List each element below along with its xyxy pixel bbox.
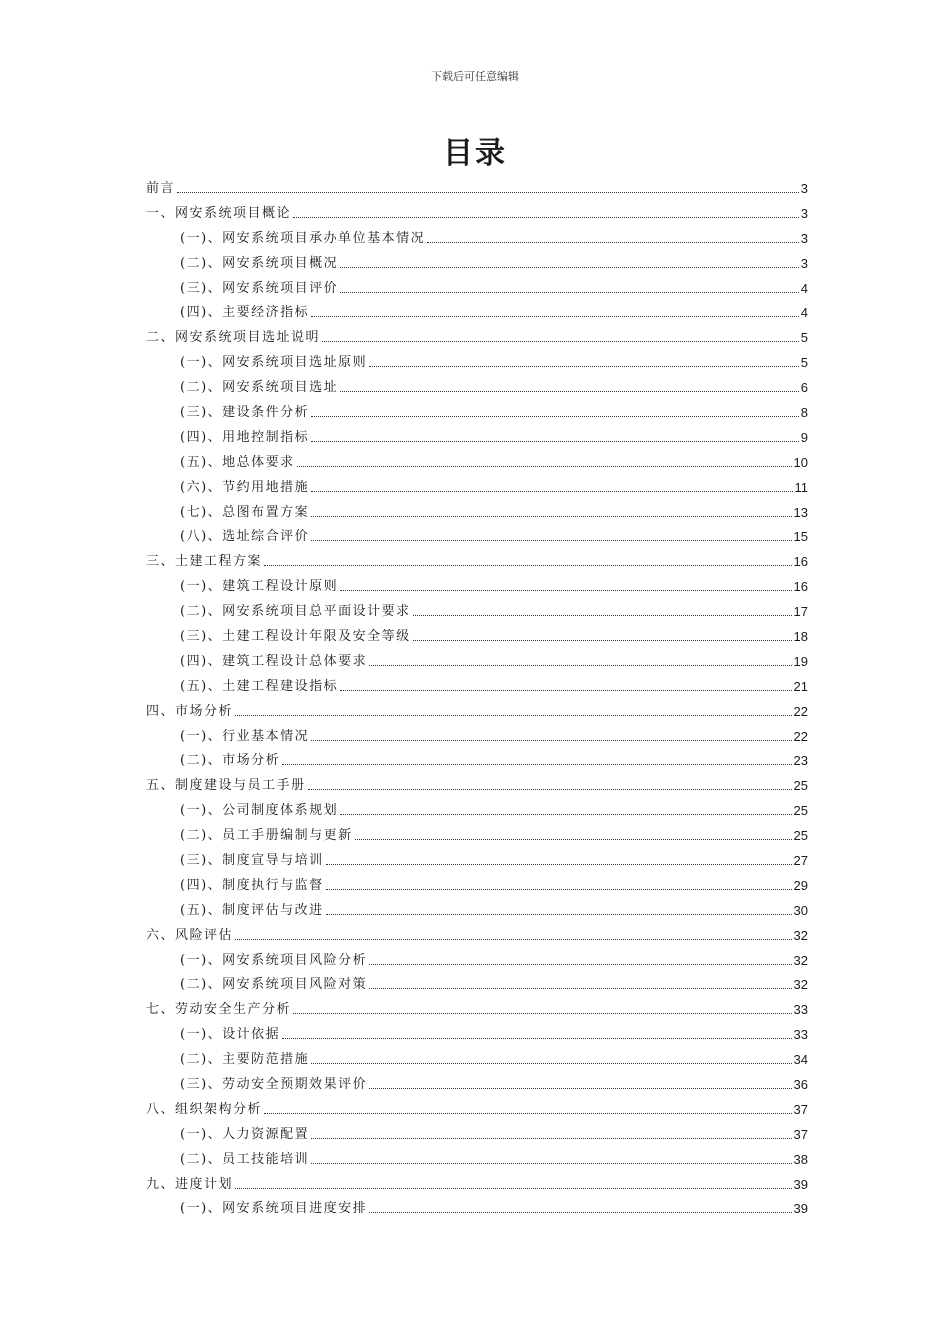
- toc-entry-label: (一)、网安系统项目风险分析: [180, 952, 368, 968]
- toc-entry-page-number: 8: [800, 404, 808, 420]
- toc-entry-label: 八、组织架构分析: [146, 1101, 263, 1117]
- toc-dot-leader: [322, 341, 799, 342]
- toc-entry-label: (六)、节约用地措施: [180, 479, 310, 495]
- toc-dot-leader: [369, 988, 791, 989]
- toc-entry-page-number: 3: [800, 230, 808, 246]
- toc-entry[interactable]: [146, 973, 808, 998]
- toc-dot-leader: [311, 1163, 791, 1164]
- toc-entry[interactable]: [146, 724, 808, 749]
- toc-entry-page-number: 16: [793, 579, 808, 595]
- toc-entry-label: (一)、网安系统项目进度安排: [180, 1201, 368, 1217]
- toc-dot-leader: [340, 590, 791, 591]
- toc-entry-page-number: 27: [793, 852, 808, 868]
- toc-entry-label: 三、土建工程方案: [146, 554, 263, 570]
- toc-entry-page-number: 9: [800, 429, 808, 445]
- toc-entry[interactable]: [146, 325, 808, 350]
- toc-entry[interactable]: [146, 226, 808, 251]
- toc-entry[interactable]: [146, 425, 808, 450]
- toc-entry-label: (二)、网安系统项目总平面设计要求: [180, 604, 411, 620]
- toc-entry[interactable]: [146, 549, 808, 574]
- toc-entry-label: (四)、制度执行与监督: [180, 877, 324, 893]
- toc-dot-leader: [427, 242, 799, 243]
- toc-entry-label: (二)、网安系统项目风险对策: [180, 977, 368, 993]
- toc-dot-leader: [369, 366, 799, 367]
- toc-dot-leader: [235, 939, 792, 940]
- toc-dot-leader: [235, 715, 792, 716]
- toc-entry[interactable]: [146, 997, 808, 1022]
- toc-entry[interactable]: [146, 574, 808, 599]
- toc-entry-label: (五)、制度评估与改进: [180, 902, 324, 918]
- toc-entry-label: 五、制度建设与员工手册: [146, 778, 306, 794]
- toc-entry-page-number: 5: [800, 355, 808, 371]
- toc-entry-page-number: 3: [800, 205, 808, 221]
- toc-entry[interactable]: [146, 350, 808, 375]
- toc-entry-page-number: 13: [793, 504, 808, 520]
- toc-entry-label: (三)、建设条件分析: [180, 404, 310, 420]
- toc-dot-leader: [311, 740, 791, 741]
- toc-dot-leader: [340, 292, 799, 293]
- toc-dot-leader: [326, 889, 792, 890]
- toc-entry-label: (三)、制度宣导与培训: [180, 852, 324, 868]
- toc-entry-label: 九、进度计划: [146, 1176, 234, 1192]
- toc-dot-leader: [177, 192, 799, 193]
- toc-dot-leader: [311, 416, 799, 417]
- toc-entry-page-number: 23: [793, 753, 808, 769]
- toc-entry[interactable]: [146, 1147, 808, 1172]
- toc-entry-page-number: 34: [793, 1052, 808, 1068]
- toc-dot-leader: [282, 764, 791, 765]
- toc-entry-page-number: 39: [793, 1201, 808, 1217]
- toc-entry[interactable]: [146, 251, 808, 276]
- toc-entry-page-number: 38: [793, 1151, 808, 1167]
- toc-entry[interactable]: [146, 873, 808, 898]
- toc-entry-label: 六、风险评估: [146, 927, 234, 943]
- toc-entry[interactable]: [146, 375, 808, 400]
- toc-entry[interactable]: [146, 624, 808, 649]
- toc-dot-leader: [369, 964, 791, 965]
- toc-entry-page-number: 36: [793, 1077, 808, 1092]
- toc-dot-leader: [293, 217, 799, 218]
- toc-entry-page-number: 3: [800, 255, 808, 271]
- toc-entry-label: (五)、土建工程建设指标: [180, 678, 339, 694]
- toc-dot-leader: [369, 1088, 791, 1089]
- toc-entry[interactable]: [146, 1122, 808, 1147]
- toc-entry-label: (二)、市场分析: [180, 753, 281, 769]
- toc-entry[interactable]: [146, 848, 808, 873]
- toc-entry-label: (八)、选址综合评价: [180, 529, 310, 545]
- toc-dot-leader: [235, 1188, 792, 1189]
- toc-entry-label: (一)、人力资源配置: [180, 1126, 310, 1142]
- toc-dot-leader: [282, 1038, 791, 1039]
- toc-entry-label: (四)、主要经济指标: [180, 305, 310, 321]
- toc-entry-label: (一)、网安系统项目选址原则: [180, 355, 368, 371]
- toc-entry-label: (四)、建筑工程设计总体要求: [180, 653, 368, 669]
- toc-entry-page-number: 32: [793, 952, 808, 968]
- toc-entry[interactable]: [146, 748, 808, 773]
- toc-entry-label: (一)、行业基本情况: [180, 728, 310, 744]
- toc-entry[interactable]: [146, 276, 808, 301]
- toc-entry-page-number: 33: [793, 1002, 808, 1018]
- toc-entry[interactable]: [146, 1197, 808, 1222]
- toc-dot-leader: [340, 267, 799, 268]
- toc-dot-leader: [340, 814, 791, 815]
- toc-entry-label: (二)、员工手册编制与更新: [180, 828, 353, 844]
- toc-entry[interactable]: [146, 699, 808, 724]
- toc-entry[interactable]: [146, 500, 808, 525]
- toc-entry-label: (二)、网安系统项目概况: [180, 255, 339, 271]
- toc-entry-page-number: 37: [793, 1101, 808, 1117]
- toc-dot-leader: [369, 1212, 791, 1213]
- toc-entry-page-number: 25: [793, 778, 808, 794]
- toc-entry[interactable]: [146, 300, 808, 325]
- toc-entry-page-number: 16: [793, 554, 808, 570]
- toc-entry-label: 前言: [146, 180, 176, 196]
- toc-entry[interactable]: [146, 1047, 808, 1072]
- toc-dot-leader: [308, 789, 792, 790]
- toc-entry-page-number: 5: [800, 330, 808, 346]
- toc-entry[interactable]: [146, 674, 808, 699]
- table-of-contents: [146, 176, 808, 1221]
- toc-dot-leader: [311, 1138, 791, 1139]
- toc-dot-leader: [264, 1113, 792, 1114]
- toc-entry-page-number: 30: [793, 902, 808, 918]
- toc-dot-leader: [340, 690, 791, 691]
- toc-entry[interactable]: [146, 1072, 808, 1097]
- toc-dot-leader: [326, 914, 792, 915]
- toc-entry[interactable]: [146, 176, 808, 201]
- toc-entry-page-number: 39: [793, 1176, 808, 1192]
- toc-dot-leader: [311, 316, 799, 317]
- toc-entry[interactable]: [146, 823, 808, 848]
- toc-entry[interactable]: [146, 475, 808, 500]
- toc-dot-leader: [297, 466, 792, 467]
- toc-entry-label: (七)、总图布置方案: [180, 504, 310, 520]
- toc-dot-leader: [326, 864, 792, 865]
- toc-entry-page-number: 29: [793, 877, 808, 893]
- toc-entry-page-number: 25: [793, 803, 808, 819]
- toc-entry[interactable]: [146, 773, 808, 798]
- toc-entry[interactable]: [146, 599, 808, 624]
- toc-dot-leader: [264, 565, 792, 566]
- toc-entry[interactable]: [146, 649, 808, 674]
- toc-dot-leader: [293, 1013, 792, 1014]
- toc-entry-page-number: 19: [793, 653, 808, 669]
- toc-entry-label: (一)、网安系统项目承办单位基本情况: [180, 230, 426, 246]
- toc-entry-label: 二、网安系统项目选址说明: [146, 330, 321, 346]
- toc-dot-leader: [311, 441, 799, 442]
- toc-entry-page-number: 17: [793, 604, 808, 620]
- toc-entry-page-number: 10: [793, 454, 808, 470]
- toc-entry[interactable]: [146, 1022, 808, 1047]
- toc-entry-page-number: 25: [793, 828, 808, 844]
- toc-entry-label: (一)、设计依据: [180, 1027, 281, 1043]
- toc-entry-page-number: 15: [793, 529, 808, 545]
- toc-entry-page-number: 22: [793, 728, 808, 744]
- toc-entry-page-number: 11: [794, 479, 808, 495]
- toc-entry-label: 四、市场分析: [146, 703, 234, 719]
- toc-dot-leader: [311, 540, 791, 541]
- toc-entry[interactable]: [146, 923, 808, 948]
- toc-entry-page-number: 32: [793, 927, 808, 943]
- toc-entry-label: (三)、网安系统项目评价: [180, 280, 339, 296]
- toc-entry-label: 七、劳动安全生产分析: [146, 1002, 292, 1018]
- toc-entry-page-number: 4: [800, 305, 808, 321]
- toc-entry-label: (四)、用地控制指标: [180, 429, 310, 445]
- header-note: 下载后可任意编辑: [431, 70, 519, 83]
- toc-entry[interactable]: [146, 948, 808, 973]
- toc-entry-label: (二)、员工技能培训: [180, 1151, 310, 1167]
- toc-dot-leader: [311, 1063, 791, 1064]
- toc-entry[interactable]: [146, 798, 808, 823]
- page-title: 目录: [443, 136, 507, 171]
- toc-entry-page-number: 37: [793, 1126, 808, 1142]
- toc-entry-page-number: 21: [793, 678, 808, 694]
- toc-entry-page-number: 18: [793, 628, 808, 644]
- toc-entry[interactable]: [146, 201, 808, 226]
- toc-entry-label: (二)、主要防范措施: [180, 1052, 310, 1068]
- toc-entry[interactable]: [146, 524, 808, 549]
- toc-entry[interactable]: [146, 450, 808, 475]
- toc-entry-label: (二)、网安系统项目选址: [180, 380, 339, 396]
- toc-entry-label: (五)、地总体要求: [180, 454, 295, 470]
- toc-entry[interactable]: [146, 1172, 808, 1197]
- toc-entry[interactable]: [146, 1097, 808, 1122]
- toc-entry-page-number: 6: [800, 380, 808, 396]
- toc-entry-label: (一)、公司制度体系规划: [180, 803, 339, 819]
- toc-entry-page-number: 32: [793, 977, 808, 993]
- toc-entry-page-number: 33: [793, 1027, 808, 1043]
- toc-dot-leader: [311, 516, 791, 517]
- toc-entry-page-number: 4: [800, 280, 808, 296]
- toc-dot-leader: [413, 615, 792, 616]
- toc-entry-page-number: 22: [793, 703, 808, 719]
- toc-entry-page-number: 3: [800, 180, 808, 196]
- toc-entry-label: (三)、土建工程设计年限及安全等级: [180, 628, 411, 644]
- toc-dot-leader: [340, 391, 799, 392]
- toc-entry-label: (三)、劳动安全预期效果评价: [180, 1077, 368, 1092]
- toc-dot-leader: [355, 839, 792, 840]
- toc-entry-label: 一、网安系统项目概论: [146, 205, 292, 221]
- toc-entry[interactable]: [146, 400, 808, 425]
- toc-dot-leader: [369, 665, 791, 666]
- toc-entry[interactable]: [146, 898, 808, 923]
- toc-dot-leader: [311, 491, 792, 492]
- toc-dot-leader: [413, 640, 792, 641]
- toc-entry-label: (一)、建筑工程设计原则: [180, 579, 339, 595]
